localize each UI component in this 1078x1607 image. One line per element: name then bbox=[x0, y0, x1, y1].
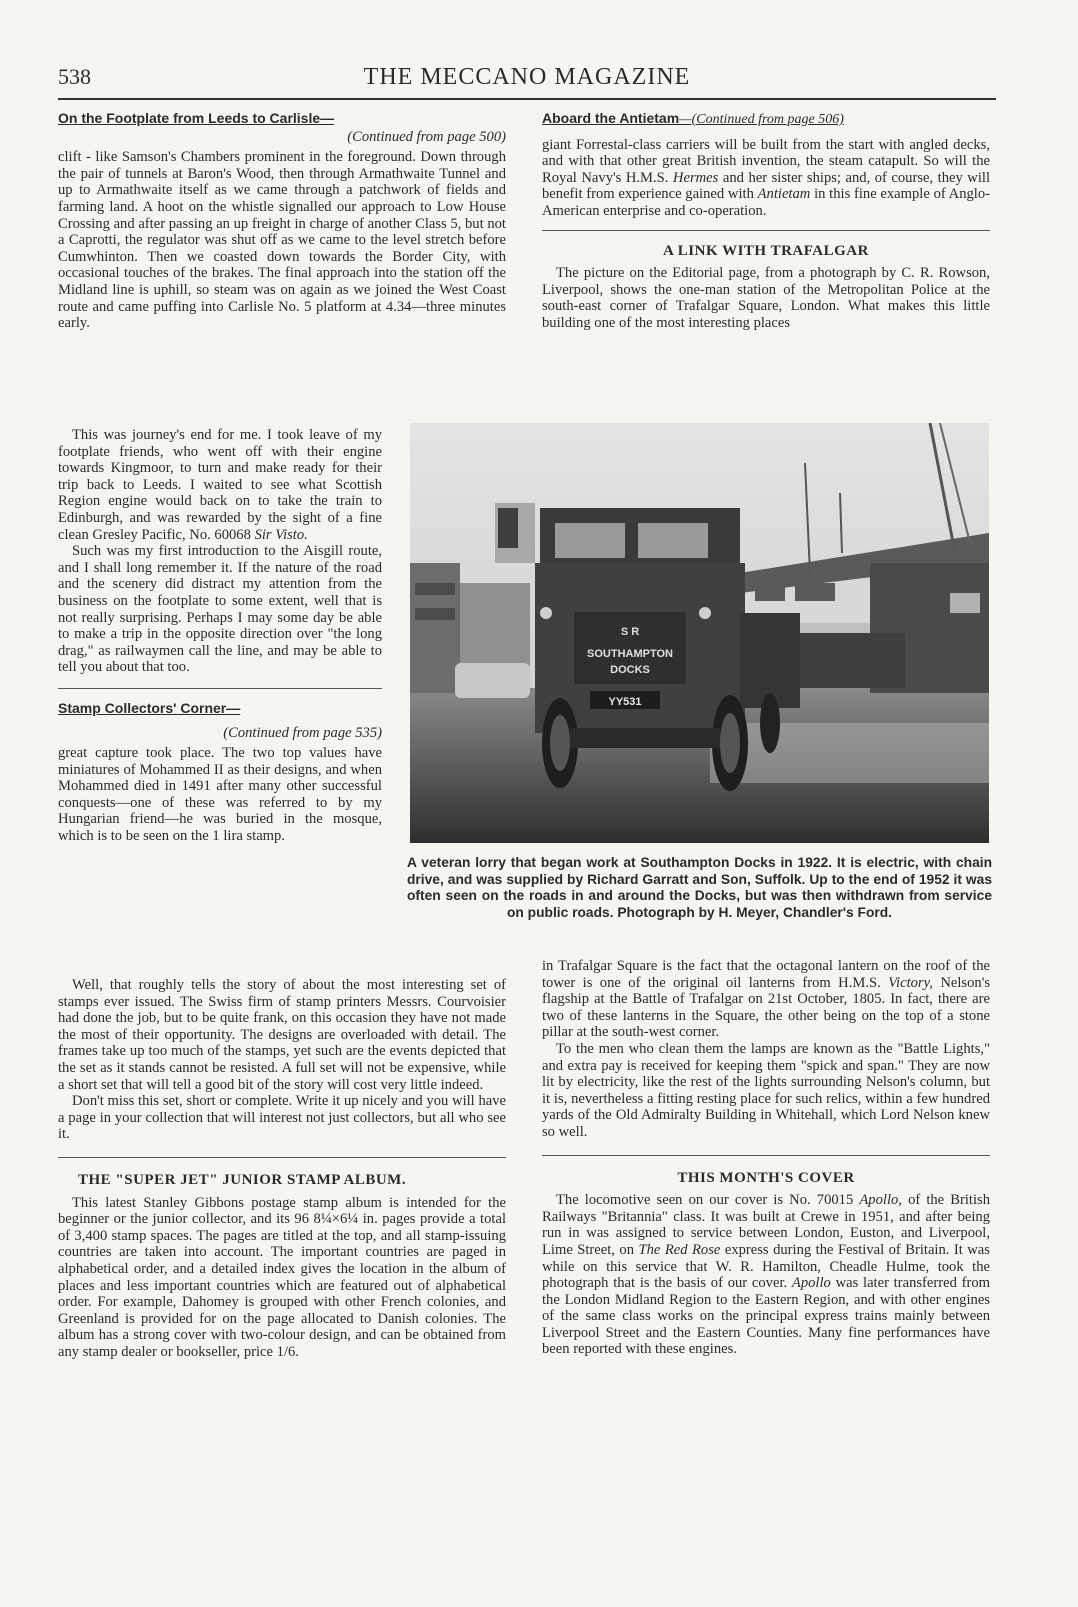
photo-caption: A veteran lorry that began work at Southampton Docks in 1922. It is electric, with chain drive, and was supplied by Richard Garratt and Son, Suffolk. Up to the end of 1952 it was often seen on the roads in and around the Docks, but was then withdrawn from service on public roads. Photograph by H. Meyer, Chandler's Ford. bbox=[407, 855, 992, 920]
antietam-continued: —(Continued from page 506) bbox=[679, 112, 844, 127]
ship-name-antietam: Antietam bbox=[757, 186, 811, 203]
train-name-red-rose: The Red Rose bbox=[638, 1241, 721, 1258]
footplate-article-narrow bbox=[58, 427, 382, 845]
antietam-text-a: giant Forrestal-class carriers will be built from the start with angled decks, and with that other great British invention, the steam catapult. So will the Royal Navy's H.M.S. bbox=[542, 136, 990, 186]
superjet-para: This latest Stanley Gibbons postage stamp album is intended for the beginner or the junior collector, and its 96 8¼×6¼ in. pages provide a total of 3,400 stamp spaces. The pages are titled at the top, and all stamp-issuing countries are taken into account. The important countries are paged in alphabetical order, and a detailed index gives the location in the album of places and less important countries which are featured out of alphabetical order. For example, Dahomey is grouped with other French colonies, and Greenland is provided for on the page allocated to Danish colonies. The album has a strong cover with two-colour design, and can be obtained from any stamp dealer or bookseller, price 1/6. bbox=[58, 1194, 506, 1360]
trafalgar-continued bbox=[542, 958, 990, 1358]
trafalgar-para-1: The picture on the Editorial page, from a photograph by C. R. Rowson, Liverpool, shows the one-man station of the Metropolitan Police at the south-east corner of Trafalgar Square, London. What makes this little building one of the most interesting places bbox=[542, 265, 990, 331]
page-number: 538 bbox=[58, 64, 91, 89]
engine-name-apollo: Apollo, bbox=[859, 1192, 902, 1209]
stamp-para-1: great capture took place. The two top values have miniatures of Mohammed II as their designs, and when Mohammed died in 1491 after many other successful conquests—one of these was referred to by my Hungarian friend—he was buried in the mosque, which is to be seen on the 1 lira stamp. bbox=[58, 745, 382, 845]
trafalgar-heading: A LINK WITH TRAFALGAR bbox=[663, 242, 869, 259]
cover-text-d: was later transferred from the London Midland Region to the Eastern Region, and with other engines of the same class works on the principal express trains mainly between Liverpool Street and the Eastern Counties. Many fine performances have been reported with these engines. bbox=[542, 1275, 990, 1358]
trafalgar-para-3: To the men who clean them the lamps are known as the "Battle Lights," and extra pay is received for keeping them "spick and span." They are now lit by electricity, like the rest of the lights surrounding Nelson's column, but it is, nevertheless a fitting resting place for such relics, within a few hundred yards of the Old Admiralty Building in Whitehall, which Lord Nelson knew so well. bbox=[542, 1040, 990, 1140]
page-header bbox=[58, 64, 996, 100]
divider bbox=[58, 1157, 506, 1158]
antietam-title bbox=[542, 110, 990, 129]
lorry-photograph bbox=[410, 423, 989, 843]
stamp-para-3: Don't miss this set, short or complete. Write it up nicely and you will have a page in your collection that will interest not just collectors, but all who see it. bbox=[58, 1093, 506, 1143]
stamp-continued: (Continued from page 535) bbox=[223, 724, 382, 741]
magazine-title: THE MECCANO MAGAZINE bbox=[363, 64, 691, 90]
divider bbox=[58, 688, 382, 689]
plate-line-1: S R bbox=[620, 626, 640, 638]
ship-name-victory: Victory, bbox=[888, 974, 933, 991]
ship-name-hermes: Hermes bbox=[672, 169, 719, 186]
footplate-para-3: Such was my first introduction to the Aisgill route, and I shall long remember it. If the nature of the road and the scenery did distract my attention from the business on the footplate to some extent, well that is not really surprising. Perhaps I may some day be able to make a trip in the opposite direction over "the long drag," as railwaymen call the line, and may be able to tell you about that too. bbox=[58, 543, 382, 676]
reg-plate-text: YY531 bbox=[608, 696, 642, 708]
cover-heading: THIS MONTH'S COVER bbox=[677, 1169, 855, 1186]
footplate-title: On the Footplate from Leeds to Carlisle— bbox=[58, 110, 335, 126]
plate-line-2: SOUTHAMPTON bbox=[587, 648, 673, 660]
cover-text-c: express during the Festival of Britain. It was while on this service that W. R. Hamilton, Cheadle Hulme, took the photograph that is the basis of our cover. bbox=[542, 1241, 990, 1292]
divider bbox=[542, 230, 990, 231]
cover-para bbox=[542, 1192, 990, 1358]
stamp-article-wide bbox=[58, 977, 506, 1360]
divider bbox=[542, 1155, 990, 1156]
engine-name-apollo-2: Apollo bbox=[791, 1275, 831, 1292]
antietam-para bbox=[542, 137, 990, 220]
engine-name: Sir Visto. bbox=[254, 526, 308, 543]
plate-line-3: DOCKS bbox=[610, 664, 650, 676]
stamp-title: Stamp Collectors' Corner— bbox=[58, 699, 241, 716]
footplate-continued: (Continued from page 500) bbox=[347, 128, 506, 145]
antietam-title-text: Aboard the Antietam bbox=[542, 110, 680, 126]
trafalgar-text-b: Nelson's flagship at the Battle of Trafalgar on 21st October, 1805. In fact, there are two of these lanterns in the Square, the other being on the top of a stone pillar at the south-west corner. bbox=[542, 974, 991, 1041]
stamp-para-2: Well, that roughly tells the story of about the most interesting set of stamps ever issued. The Swiss firm of stamp printers Messrs. Courvoisier had done the job, but to be quite frank, on this occasion they have not made the most of their opportunity. The designs are overloaded with detail. The frames take up too much of the stamps, yet such are the events depicted that the set as it stands cannot be resisted. A full set will not be expensive, while a short set that will tell a good bit of the story will cost very little indeed. bbox=[58, 977, 506, 1093]
footplate-para-1: clift - like Samson's Chambers prominent in the foreground. Down through the pair of tunnels at Baron's Wood, then through Armathwaite Tunnel and up to Armathwaite itself as we came through a patchwork of fields and farming land. A hoot on the whistle signalled our approach to Low House Crossing and after passing an up freight in charge of another Class 5, but not a Caprotti, the regulator was shut off as we came to the level stretch before Cumwhinton. Then we coasted down towards the Border City, with occasional touches of the brakes. The final approach into the station off the Midland line is uphill, so steam was on again as we joined the West Coast route and came puffing into Carlisle No. 5 platform at 4.34—three minutes early. bbox=[58, 149, 506, 332]
antietam-text-c: in this fine example of Anglo-American enterprise and co-operation. bbox=[542, 186, 991, 219]
antietam-text-b: and her sister ships; and, of course, they will benefit from experience gained with bbox=[542, 169, 991, 203]
superjet-heading: THE "SUPER JET" JUNIOR STAMP ALBUM. bbox=[78, 1171, 407, 1188]
trafalgar-text-a: in Trafalgar Square is the fact that the octagonal lantern on the roof of the tower is one of the original oil lanterns from H.M.S. bbox=[542, 958, 990, 991]
footplate-para-2-text: This was journey's end for me. I took leave of my footplate friends, who went off with their engine towards Kingmoor, to turn and make ready for their trip back to Leeds. I waited to see what Scottish Region engine would back on to take the train to Edinburgh, and was rewarded by the sight of a fine clean Gresley Pacific, No. 60068 bbox=[58, 427, 382, 543]
lorry-photo-image bbox=[410, 423, 989, 843]
footplate-para-2 bbox=[58, 427, 382, 543]
trafalgar-para-2 bbox=[542, 958, 990, 1041]
antietam-article bbox=[542, 110, 990, 332]
cover-text-a: The locomotive seen on our cover is No. 70015 bbox=[556, 1192, 854, 1209]
cover-text-b: of the British Railways "Britannia" class. It was built at Crewe in 1951, and after being run in was assigned to service between London, Euston, and Liverpool, Lime Street, on bbox=[542, 1192, 990, 1258]
footplate-article bbox=[58, 110, 506, 332]
